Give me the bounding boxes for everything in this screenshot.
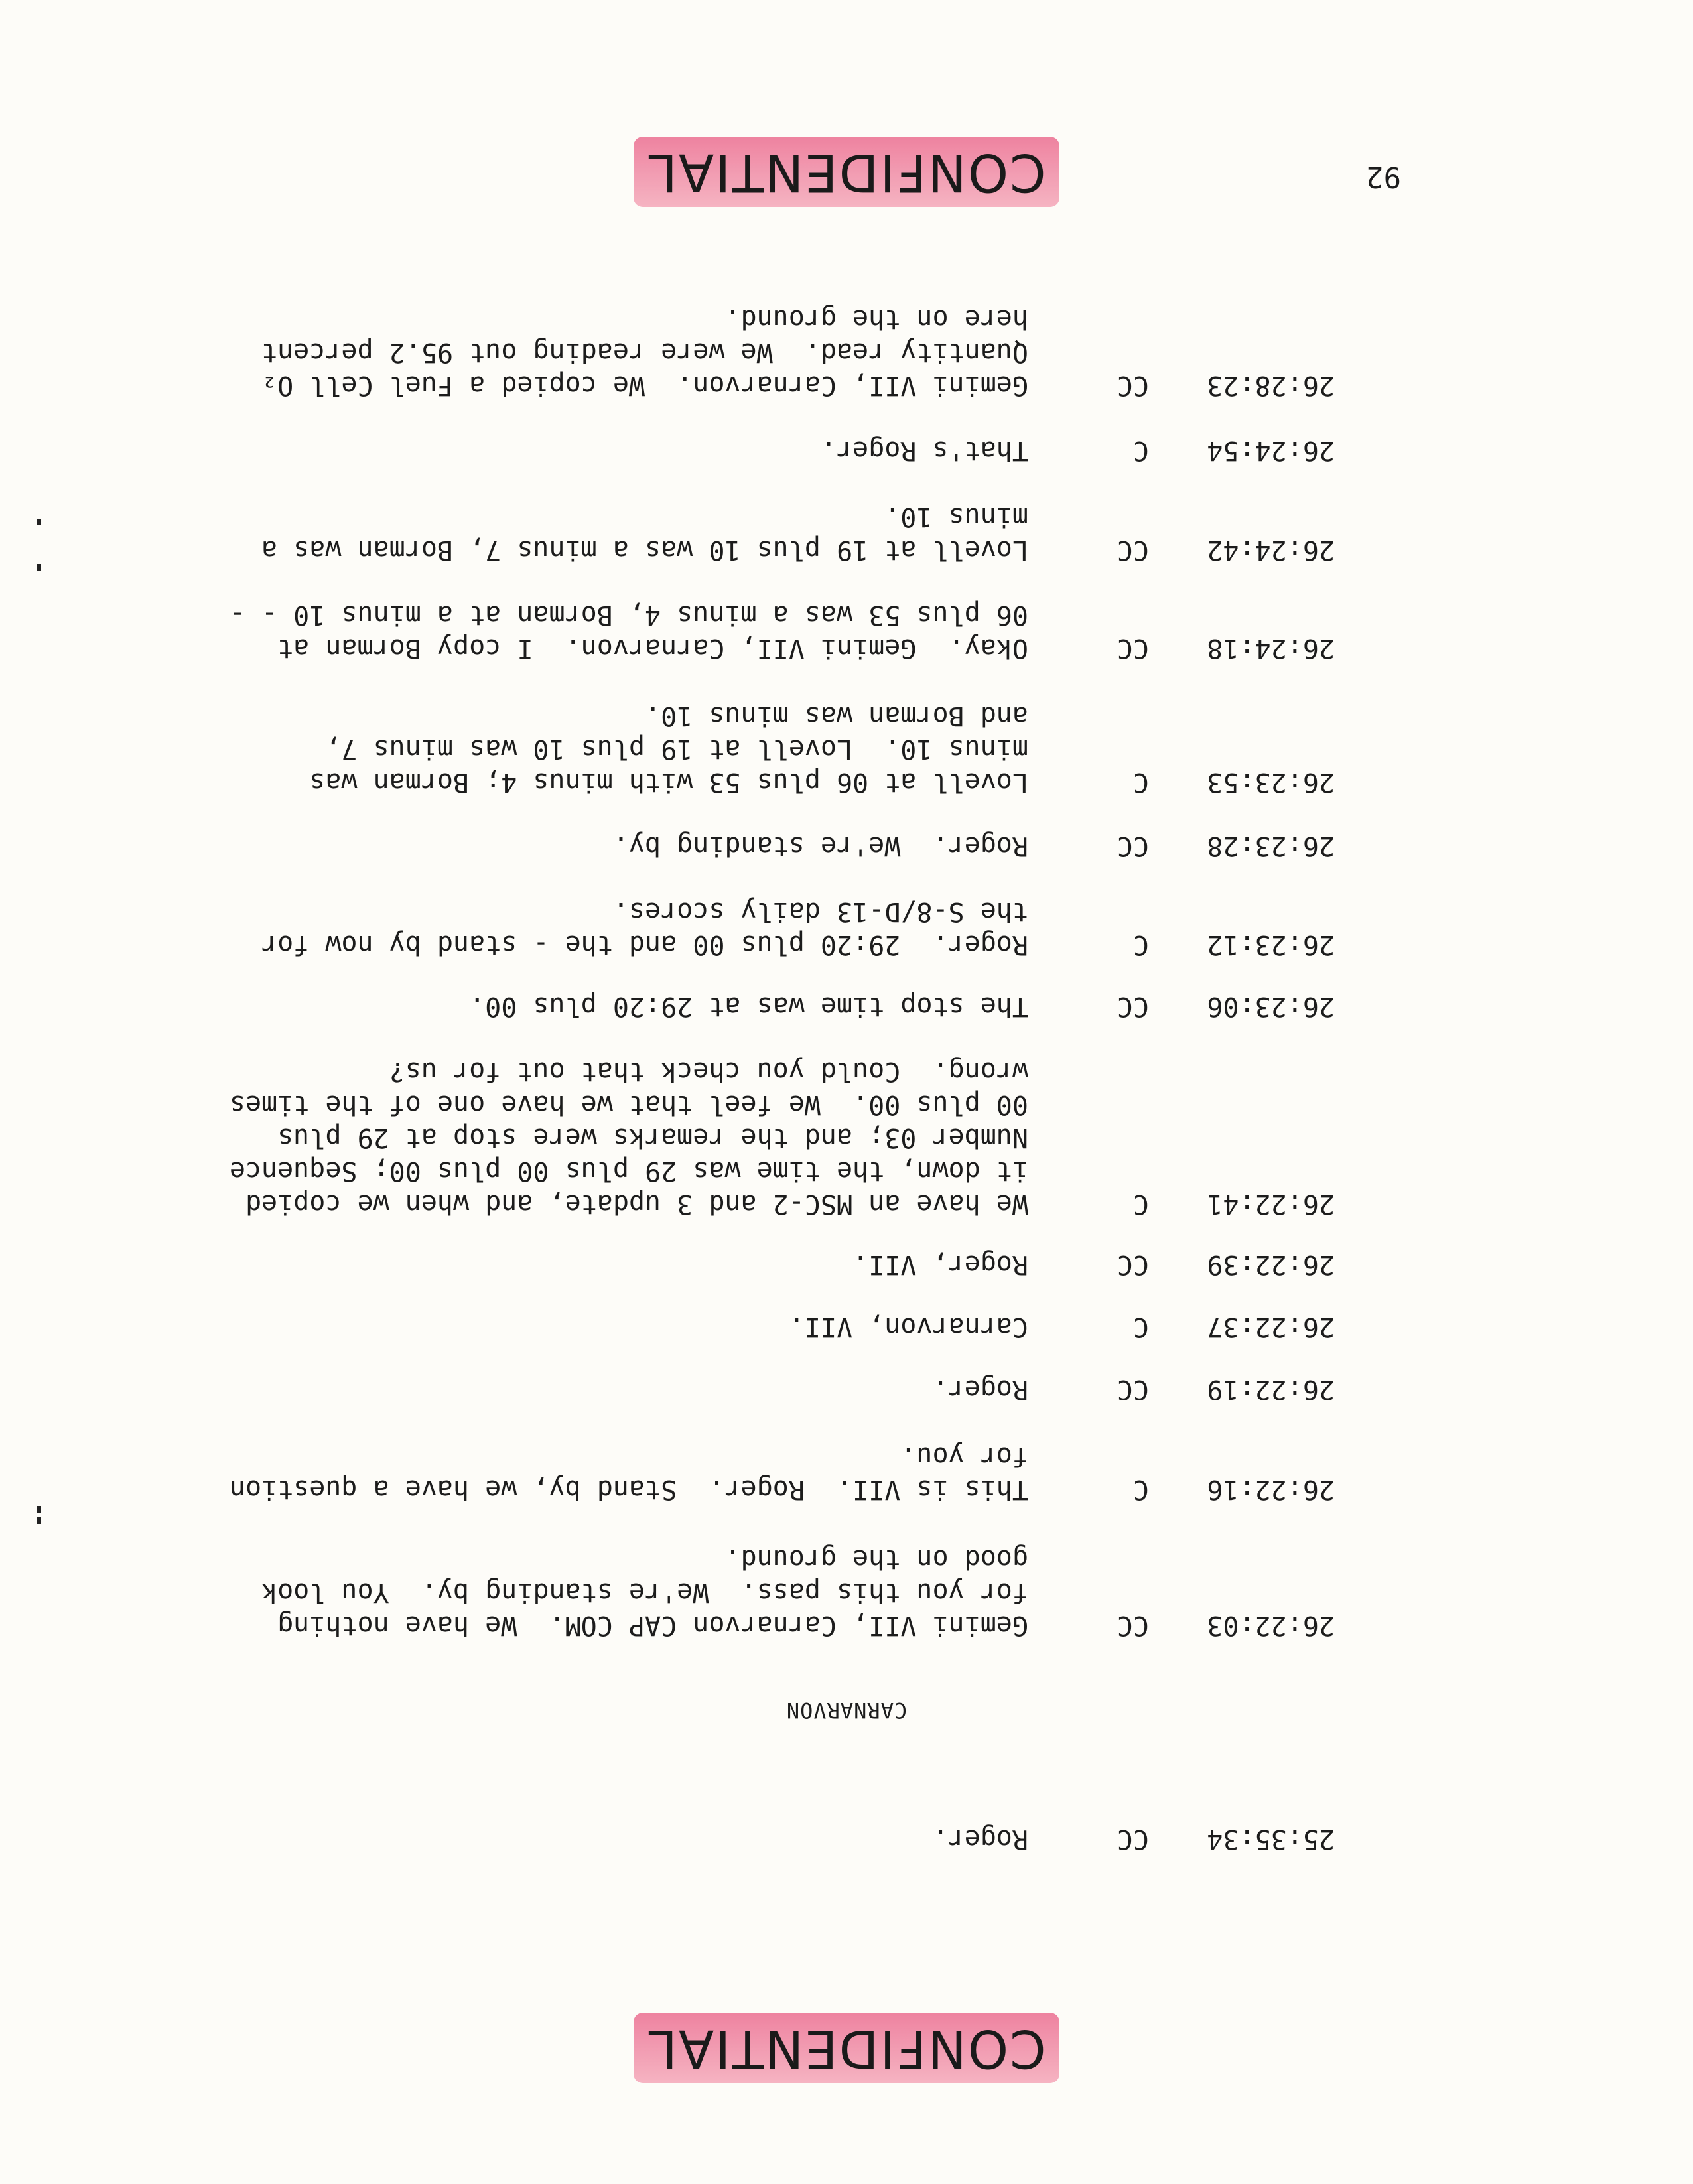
entry-speaker: CC (1117, 1249, 1149, 1280)
entry-speaker: CC (1117, 831, 1149, 861)
entry-text: Lovell at 06 plus 53 with minus 4; Borman was minus 10. Lovell at 19 plus 10 was minus 7, and Borman was minus 10. (309, 701, 1028, 797)
confidential-label-top: CONFIDENTIAL (634, 2013, 1059, 2083)
entry-speaker: CC (1117, 1610, 1149, 1641)
confidential-label-bottom: CONFIDENTIAL (634, 137, 1059, 207)
section-heading: CARNARVON (785, 1698, 908, 1723)
entry-speaker: C (1132, 929, 1149, 960)
entry-speaker: C (1132, 767, 1149, 797)
entry-text: That's Roger. (820, 435, 1028, 466)
binder-hole-mark (37, 1517, 41, 1524)
entry-time: 26:23:06 (1207, 991, 1335, 1022)
entry-time: 26:24:54 (1207, 435, 1335, 466)
entry-time: 26:22:39 (1207, 1249, 1335, 1280)
entry-speaker: CC (1117, 370, 1149, 401)
entry-text: This is VII. Roger. Stand by, we have a question for you. (229, 1441, 1028, 1505)
entry-speaker: CC (1117, 991, 1149, 1022)
entry-text: Carnarvon, VII. (788, 1312, 1028, 1342)
entry-speaker: C (1132, 1312, 1149, 1342)
entry-time: 26:23:12 (1207, 929, 1335, 960)
entry-text: Okay. Gemini VII, Carnarvon. I copy Borman at 06 plus 53 was a minus 4, Borman at a minus 10 - - (229, 600, 1028, 663)
entry-time: 26:28:23 (1207, 370, 1335, 401)
binder-hole-mark (37, 1506, 41, 1513)
entry-time: 26:23:28 (1207, 831, 1335, 861)
entry-text: Lovell at 19 plus 10 was a minus 7, Borman was a minus 10. (261, 502, 1028, 565)
binder-hole-mark (37, 519, 41, 525)
entry-text: Roger, VII. (852, 1249, 1028, 1280)
entry-time: 26:22:03 (1207, 1610, 1335, 1641)
page-number: 92 (1366, 160, 1401, 194)
entry-time: 26:22:37 (1207, 1312, 1335, 1342)
entry-text: Gemini VII, Carnarvon CAP COM. We have nothing for you this pass. We're standing by. You look good on the ground. (261, 1544, 1028, 1641)
entry-text: Gemini VII, Carnarvon. We copied a Fuel Cell O₂ Quantity read. We were reading out 95.2 percent here on the ground. (261, 304, 1028, 401)
entry-text: Roger. 29:20 plus 00 and the - stand by now for the S-8/D-13 daily scores. (261, 896, 1028, 960)
entry-text: The stop time was at 29:20 plus 00. (469, 991, 1028, 1022)
entry-time: 25:35:34 (1207, 1824, 1335, 1854)
entry-time: 26:22:41 (1207, 1189, 1335, 1219)
entry-time: 26:24:42 (1207, 535, 1335, 565)
confidential-stamp-bottom (0, 137, 1693, 207)
binder-hole-mark (37, 564, 41, 571)
entry-text: We have an MSC-2 and 3 update, and when we copied it down, the time was 29 plus 00 plus 00; Sequence Number 03; and the remarks were stop at 29 plus 00 plus 00. We feel that we have one of the times wrong. Could you check that out for us? (229, 1056, 1028, 1219)
entry-time: 26:22:19 (1207, 1374, 1335, 1404)
entry-time: 26:23:53 (1207, 767, 1335, 797)
entry-speaker: CC (1117, 535, 1149, 565)
entry-speaker: CC (1117, 1824, 1149, 1854)
confidential-stamp-top (0, 2013, 1693, 2083)
entry-speaker: C (1132, 435, 1149, 466)
entry-text: Roger. (932, 1824, 1028, 1854)
entry-speaker: CC (1117, 1374, 1149, 1404)
entry-speaker: C (1132, 1189, 1149, 1219)
entry-time: 26:24:18 (1207, 633, 1335, 663)
entry-text: Roger. We're standing by. (612, 831, 1028, 861)
entry-speaker: CC (1117, 633, 1149, 663)
entry-text: Roger. (932, 1374, 1028, 1404)
entry-speaker: C (1132, 1474, 1149, 1505)
entry-time: 26:22:16 (1207, 1474, 1335, 1505)
